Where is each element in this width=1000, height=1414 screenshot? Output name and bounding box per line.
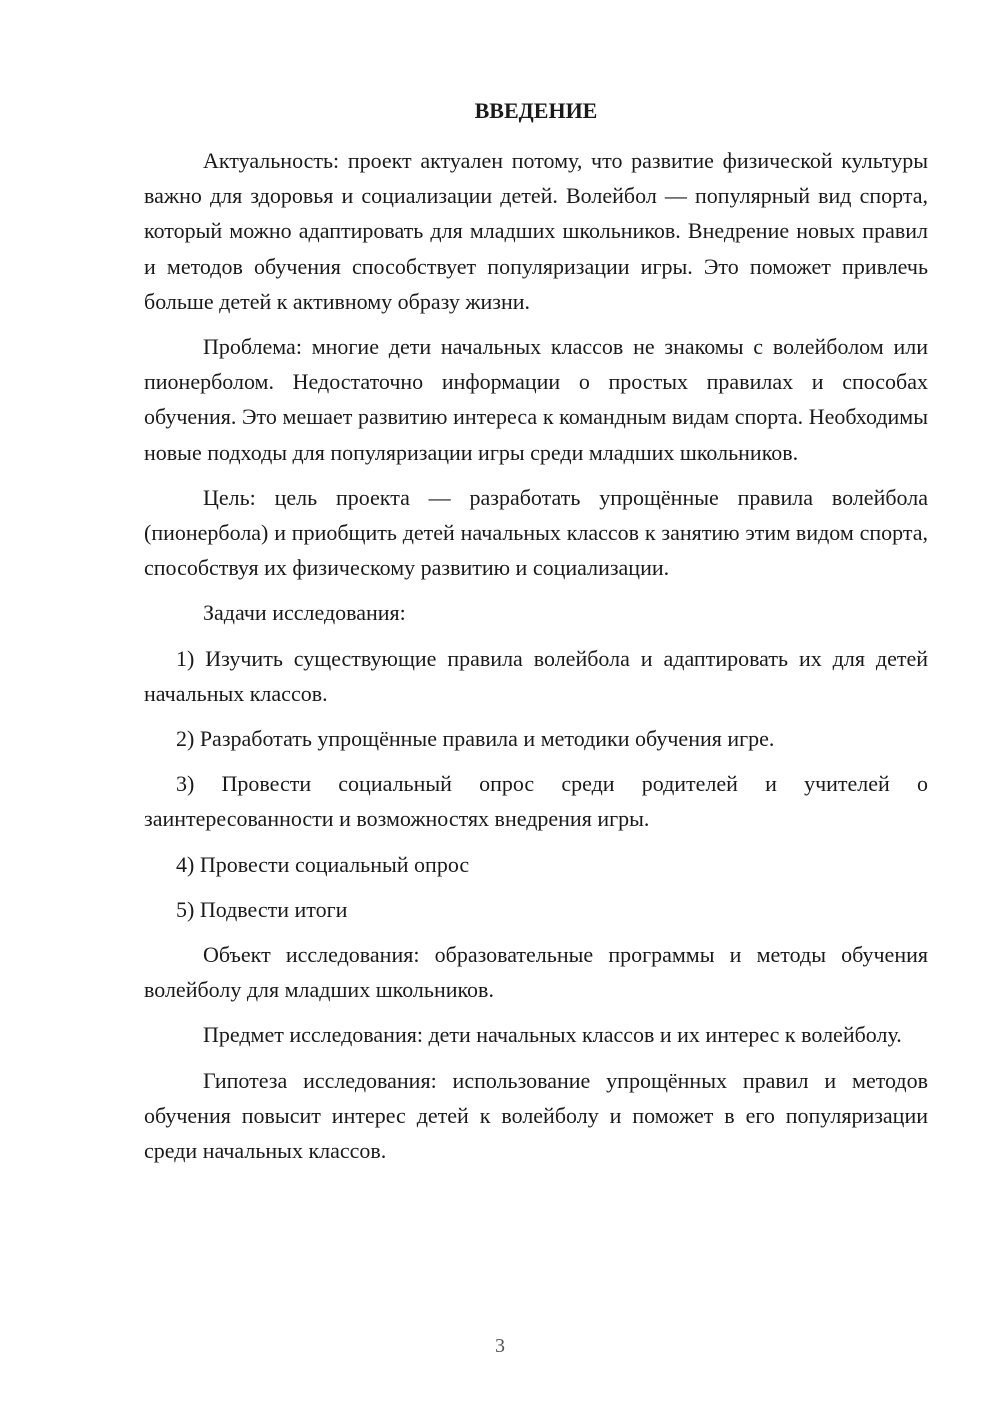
- paragraph-goal: Цель: цель проекта — разработать упрощённые правила волейбола (пионербола) и приобщить детей начальных классов к занятию этим видом спорта, способствуя их физическому развитию и социализации.: [144, 484, 928, 581]
- paragraph-tasks-heading: Задачи исследования:: [203, 600, 406, 626]
- task-item-2: 2) Разработать упрощённые правила и методики обучения игре.: [176, 726, 775, 752]
- paragraph-problem: Проблема: многие дети начальных классов не знакомы с волейболом или пионерболом. Недостаточно информации о простых правилах и способах обучения. Это мешает развитию интереса к командным видам спорта. Необходимы новые подходы для популяризации игры среди младших школьников.: [144, 334, 928, 465]
- paragraph-subject: Предмет исследования: дети начальных классов и их интерес к волейболу.: [203, 1022, 902, 1048]
- document-title: ВВЕДЕНИЕ: [474, 98, 598, 123]
- task-item-5: 5) Подвести итоги: [176, 896, 348, 922]
- paragraph-relevance: Актуальность: проект актуален потому, что развитие физической культуры важно для здоровья и социализации детей. Волейбол — популярный вид спорта, который можно адаптировать для младших школьников. Внедрение новых правил и методов обучения способствует популяризации игры. Это поможет привлечь больше детей к активному образу жизни.: [144, 148, 928, 314]
- page-number: 3: [495, 1335, 505, 1357]
- task-item-1: 1) Изучить существующие правила волейбола и адаптировать их для детей начальных классов.: [144, 645, 928, 706]
- paragraph-object: Объект исследования: образовательные программы и методы обучения волейболу для младших школьников.: [144, 942, 928, 1003]
- task-item-3: 3) Провести социальный опрос среди родителей и учителей о заинтересованности и возможностях внедрения игры.: [144, 771, 928, 832]
- paragraph-hypothesis: Гипотеза исследования: использование упрощённых правил и методов обучения повысит интерес детей к волейболу и поможет в его популяризации среди начальных классов.: [144, 1067, 928, 1164]
- task-item-4: 4) Провести социальный опрос: [176, 851, 470, 877]
- document-body: [144, 143, 928, 1178]
